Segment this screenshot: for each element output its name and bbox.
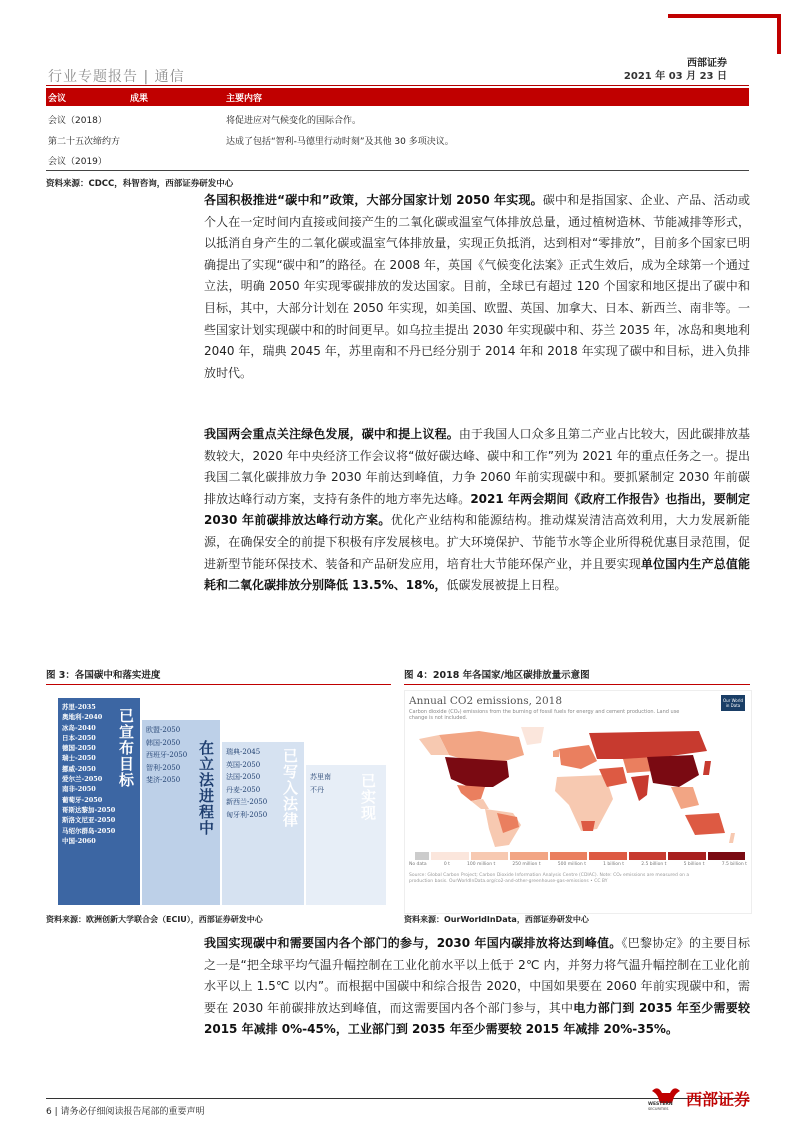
footer-logo xyxy=(648,1085,750,1111)
col1-item: 冰岛-2040 xyxy=(62,723,96,732)
header-rule xyxy=(46,85,749,86)
legend-swatch xyxy=(589,852,627,860)
stair-col-3-label: 已写入法律 xyxy=(281,748,299,828)
table-row-3-col1: 会议（2019） xyxy=(48,157,107,167)
col1-item: 挪威-2050 xyxy=(62,764,96,773)
stair-col-1-list xyxy=(62,702,115,846)
legend-swatch xyxy=(431,852,469,860)
paragraph-3 xyxy=(204,933,750,1041)
paragraph-3-lead: 我国实现碳中和需要国内各个部门的参与，2030 年国内碳排放将达到峰值。 xyxy=(204,936,622,950)
col3-item: 英国-2050 xyxy=(226,760,261,769)
paragraph-1-lead: 各国积极推进“碳中和”政策，大部分国家计划 2050 年实现。 xyxy=(204,193,543,207)
col4-item: 苏里南 xyxy=(310,773,331,781)
map-legend-labels xyxy=(409,862,747,867)
footer-note xyxy=(46,1104,205,1117)
figure-3-rule xyxy=(46,684,391,685)
map-usa xyxy=(445,757,509,787)
paragraph-3-emph: 电力部门到 2035 年至少需要较 2015 年减排 0%-45%，工业部门到 2035 年至少需要较 2015 年减排 20%-35%。 xyxy=(204,1000,750,1037)
col1-item: 日本-2050 xyxy=(62,733,96,742)
col1-item: 奥地利-2040 xyxy=(62,713,103,722)
map-greenland xyxy=(521,727,544,745)
table-header-col3: 主要内容 xyxy=(226,94,263,104)
paragraph-2-emph-2: 单位国内生产总值能耗和二氧化碳排放分别降低 13.5%、18%， xyxy=(204,556,750,593)
col1-item: 葡萄牙-2050 xyxy=(62,795,103,804)
map-central-america xyxy=(471,799,489,809)
paragraph-2-body-2: 优化产业结构和能源结构。推动煤炭清洁高效利用，大力发展新能源，在确保安全的前提下积极有序发展核电。扩大环境保护、节能节水等企业所得税优惠目录范围，促进新型节能环保技术、装备和产品研发应用，培育壮大节能环保产业，并且要实现 xyxy=(204,513,750,571)
map-subtitle: Carbon dioxide (CO₂) emissions from the burning of fossil fuels for energy and cement production. Land use change is not included. xyxy=(409,709,680,721)
footer-separator: | xyxy=(54,1107,61,1117)
legend-label: No data xyxy=(409,862,427,867)
map-title: Annual CO2 emissions, 2018 xyxy=(409,695,563,707)
stair-col-3-list xyxy=(226,746,267,821)
table-row-1-col1: 会议（2018） xyxy=(48,116,107,126)
table-bottom-rule xyxy=(46,170,749,171)
paragraph-2-body-3: 低碳发展被提上日程。 xyxy=(446,578,567,593)
map-southeast-asia xyxy=(671,787,699,809)
stair-col-4-label: 已实现 xyxy=(359,773,377,821)
paragraph-2-emph-1: 2021 年两会期间《政府工作报告》也指出，要制定 2030 年前碳排放达峰行动方案。 xyxy=(204,491,750,528)
legend-swatch-nodata xyxy=(415,852,429,860)
map-legend xyxy=(415,852,745,860)
legend-swatch xyxy=(471,852,509,860)
table-header-col1: 会议 xyxy=(48,94,67,104)
col1-item: 德国-2050 xyxy=(62,744,96,753)
map-uk xyxy=(553,749,559,757)
col4-item: 不丹 xyxy=(310,785,324,794)
legend-label: 2.5 billion t xyxy=(641,862,667,867)
figure-3-chart xyxy=(46,690,391,912)
col2-item: 欧盟-2050 xyxy=(146,726,181,734)
col2-item: 韩国-2050 xyxy=(146,738,181,747)
table-row-1-col3: 将促进应对气候变化的国际合作。 xyxy=(226,116,362,126)
page-number: 6 xyxy=(46,1107,52,1117)
legend-swatch xyxy=(510,852,548,860)
map-new-zealand xyxy=(729,833,735,843)
logo-en2: SECURITIES xyxy=(648,1107,669,1111)
col3-item: 匈牙利-2050 xyxy=(226,810,268,819)
logo-en: WESTERN xyxy=(648,1102,673,1107)
stair-col-1 xyxy=(58,698,140,905)
map-russia xyxy=(589,731,707,759)
figure-3-title: 图 3：各国碳中和落实进度 xyxy=(46,670,161,681)
table-source: 资料来源：CDCC，科智咨询，西部证券研发中心 xyxy=(46,179,234,189)
col1-item: 爱尔兰-2050 xyxy=(62,775,103,784)
figure-3-source: 资料来源：欧洲创新大学联合会（ECIU），西部证券研发中心 xyxy=(46,915,263,924)
footer-rule xyxy=(46,1098,749,1099)
stair-col-4-list xyxy=(310,771,331,796)
col3-item: 丹麦-2050 xyxy=(226,785,261,794)
header-brand: 西部证券 xyxy=(687,58,727,69)
col2-item: 西班牙-2050 xyxy=(146,751,188,759)
legend-label: 5 billion t xyxy=(683,862,705,867)
col1-item: 马绍尔群岛-2050 xyxy=(62,826,116,835)
col3-item: 新西兰-2050 xyxy=(226,798,268,806)
col1-item: 瑞士-2050 xyxy=(62,754,96,763)
col2-item: 斐济-2050 xyxy=(146,776,181,784)
stair-col-2-label: 在立法进程中 xyxy=(197,740,215,836)
map-india xyxy=(631,775,649,801)
figure-4-rule xyxy=(404,684,750,685)
stair-col-1-label: 已宣布目标 xyxy=(117,708,135,788)
stair-col-3 xyxy=(222,742,304,905)
owid-badge: Our World in Data xyxy=(721,695,745,711)
col2-item: 智利-2050 xyxy=(146,763,181,772)
legend-label: 250 million t xyxy=(512,862,541,867)
paragraph-2 xyxy=(204,424,750,597)
paragraph-2-body-1: 由于我国人口众多且第二产业占比较大，因此碳排放基数较大，2020 年中央经济工作会议将“做好碳达峰、碳中和工作”列为 2021 年的重点任务之一。提出我国二氧化碳排放力争 2030 年前达到峰值，力争 2060 年前实现碳中和。要抓紧制定 2030 年前碳排放达峰行动方案，支持有条件的地方率先达峰。 xyxy=(204,427,750,506)
table-row-2-col3: 达成了包括“智利-马德里行动时刻”及其他 30 多项决议。 xyxy=(226,137,454,147)
footer-disclaimer: 请务必仔细阅读报告尾部的重要声明 xyxy=(60,1107,205,1117)
col1-item: 南非-2050 xyxy=(62,785,96,794)
legend-swatch xyxy=(629,852,667,860)
stair-col-4 xyxy=(306,765,386,905)
header-section: 行业专题报告 | 通信 xyxy=(48,69,185,85)
paragraph-3-body: 《巴黎协定》的主要目标之一是“把全球平均气温升幅控制在工业化前水平以上低于 2℃ 内，并努力将气温升幅控制在工业化前水平以上 1.5℃ 以内”。而根据中国碳中和综合报告 2020，中国如果要在 2060 年前实现碳中和，需要在 2030 年前碳排放达到峰值，而这需要国内各个部门参与，其中 xyxy=(204,936,750,1015)
map-south-africa xyxy=(581,821,595,831)
map-mexico xyxy=(457,785,485,801)
col1-item: 哥斯达黎加-2050 xyxy=(62,805,116,814)
world-map xyxy=(409,725,747,849)
legend-label: 100 million t xyxy=(467,862,496,867)
legend-label: 7.5 billion t xyxy=(721,862,747,867)
header-red-line xyxy=(668,14,781,18)
table-row-2-col1: 第二十五次缔约方 xyxy=(48,137,121,147)
col1-item: 斯洛文尼亚-2050 xyxy=(62,816,116,825)
header-date: 2021 年 03 月 23 日 xyxy=(623,71,727,82)
figure-4-map-panel xyxy=(404,690,752,914)
paragraph-1 xyxy=(204,190,750,384)
stair-col-2-list xyxy=(146,724,187,787)
legend-label: 0 t xyxy=(443,862,450,867)
paragraph-2-lead: 我国两会重点关注绿色发展，碳中和提上议程。 xyxy=(204,427,459,441)
header-red-corner xyxy=(777,14,781,54)
paragraph-1-body: 碳中和是指国家、企业、产品、活动或个人在一定时间内直接或间接产生的二氧化碳或温室气体排放总量，通过植树造林、节能减排等形式，以抵消自身产生的二氧化碳或温室气体排放量，实现正负抵消，达到相对“零排放”，目前多个国家已明确提出了实现“碳中和”的路径。在 2008 年，英国《气候变化法案》正式生效后，成为全球第一个通过立法，明确 2050 年实现零碳排放的发达国家。目前，全球已有超过 120 个国家和地区提出了碳中和目标，其中，大部分计划在 2050 年实现，如美国、欧盟、英国、加拿大、日本、新西兰、南非等。一些国家计划实现碳中和的时间更早。如乌拉圭提出 2030 年实现碳中和、芬兰 2035 年，冰岛和奥地利 2040 年，瑞典 2045 年，苏里南和不丹已经分别于 2014 年和 2018 年实现了碳中和目标，进入负排放时代。 xyxy=(204,193,750,380)
col3-item: 瑞典-2045 xyxy=(226,748,261,756)
logo-cn: 西部证券 xyxy=(686,1090,751,1109)
stair-col-2 xyxy=(142,720,220,905)
map-source-note: Source: Global Carbon Project; Carbon Dioxide Information Analysis Centre (CDIAC). Note: CO₂ emissions are measured on a production basis. OurWorldInData.org/co2-and-other-greenhouse-gas-emissions • CC BY xyxy=(409,873,690,884)
figure-4-source: 资料来源：OurWorldInData，西部证券研发中心 xyxy=(404,915,589,924)
col3-item: 法国-2050 xyxy=(226,773,261,781)
map-china xyxy=(647,755,699,787)
table-header-col2: 成果 xyxy=(130,94,149,104)
map-australia xyxy=(685,813,725,835)
figure-4-title: 图 4：2018 年各国家/地区碳排放量示意图 xyxy=(404,670,590,681)
col1-item: 苏里-2035 xyxy=(62,703,96,711)
legend-label: 1 billion t xyxy=(603,862,625,867)
legend-swatch xyxy=(708,852,746,860)
legend-swatch xyxy=(550,852,588,860)
map-japan xyxy=(703,761,711,775)
map-europe xyxy=(559,745,597,769)
col1-item: 中国-2060 xyxy=(62,836,96,845)
table-header xyxy=(46,88,749,106)
legend-label: 500 million t xyxy=(557,862,586,867)
legend-swatch xyxy=(668,852,706,860)
